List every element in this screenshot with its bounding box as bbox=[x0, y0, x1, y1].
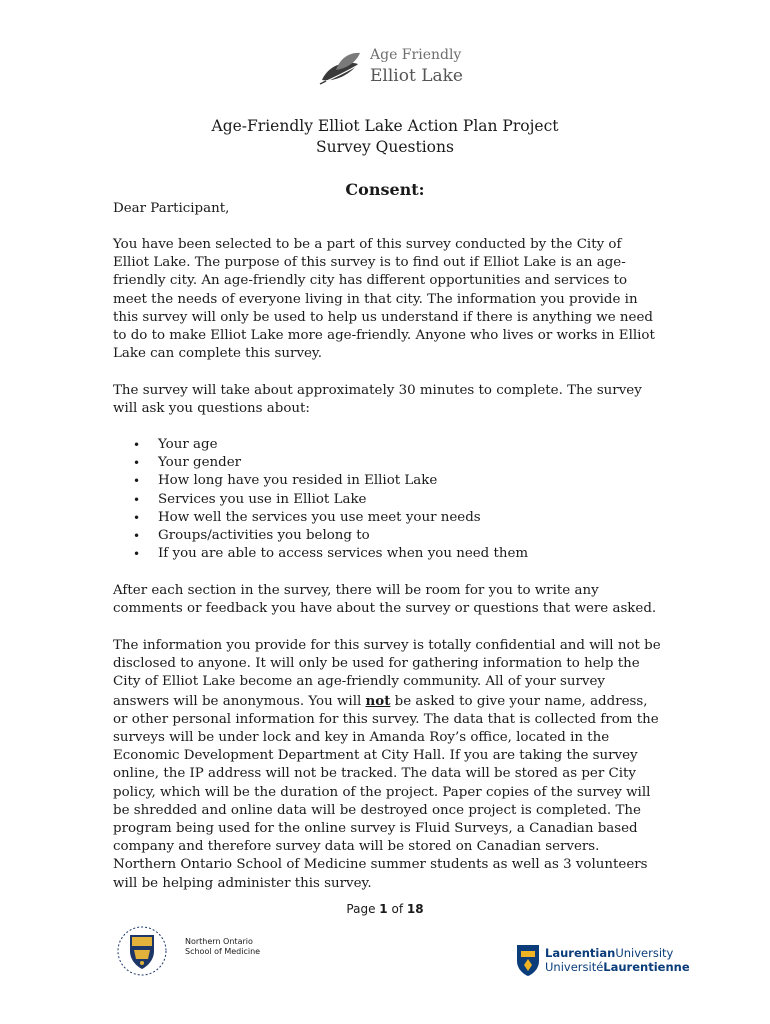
salutation: Dear Participant, bbox=[113, 201, 230, 216]
laurentian-name bbox=[545, 946, 690, 974]
survey-topics-list bbox=[113, 436, 528, 563]
leaf-icon bbox=[318, 50, 368, 88]
nosm-name bbox=[185, 937, 260, 957]
document-subtitle: Survey Questions bbox=[316, 138, 454, 156]
nosm-line-1: Northern Ontario bbox=[185, 937, 253, 946]
page-current: 1 bbox=[379, 902, 388, 916]
paragraph-feedback: After each section in the survey, there will be room for you to write any comments or feedback you have about the survey or questions that were asked. bbox=[113, 583, 657, 617]
age-friendly-logo bbox=[318, 44, 463, 94]
laurentian-bold-2: Laurentienne bbox=[603, 960, 690, 974]
list-item: • How well the services you use meet your needs bbox=[113, 509, 528, 527]
logo-line-1: Age Friendly bbox=[370, 47, 462, 63]
logo-line-2: Elliot Lake bbox=[370, 66, 463, 86]
nosm-line-2: School of Medicine bbox=[185, 947, 261, 956]
list-item: • Services you use in Elliot Lake bbox=[113, 491, 528, 509]
confidentiality-text-start: The information you provide for this survey is totally confidential and will not be disclosed to anyone. It will only be used for gathering information to help the City of Elliot Lake become an age-friendly community. All of your survey answers will be anonymous. You will bbox=[113, 638, 661, 709]
laurentian-pre-2: Université bbox=[545, 960, 604, 974]
list-item: • Your gender bbox=[113, 454, 528, 472]
list-item: • Groups/activities you belong to bbox=[113, 527, 528, 545]
laurentian-line-1 bbox=[545, 946, 690, 960]
laurentian-rest-1: University bbox=[615, 946, 674, 960]
page-of: of bbox=[387, 902, 407, 916]
laurentian-bold-1: Laurentian bbox=[545, 946, 616, 960]
laurentian-line-2 bbox=[545, 960, 690, 974]
paragraph-duration: The survey will take about approximately 30 minutes to complete. The survey will ask you questions about: bbox=[113, 383, 642, 417]
emphasis-not: not bbox=[365, 692, 391, 709]
paragraph-intro: You have been selected to be a part of this survey conducted by the City of Elliot Lake. The purpose of this survey is to find out if Elliot Lake is an age-friendly city. An age-friendly city has different opportunities and services to meet the needs of everyone living in that city. The information you provide in this survey will only be used to help us understand if there is anything we need to do to make Elliot Lake more age-friendly. Anyone who lives or works in Elliot Lake can complete this survey. bbox=[113, 237, 655, 362]
list-item: • How long have you resided in Elliot Lake bbox=[113, 472, 528, 490]
nosm-logo bbox=[110, 925, 270, 977]
list-item: • If you are able to access services when you need them bbox=[113, 545, 528, 563]
document-title: Age-Friendly Elliot Lake Action Plan Project bbox=[211, 117, 559, 135]
consent-heading: Consent: bbox=[345, 180, 425, 199]
laurentian-logo bbox=[515, 943, 690, 979]
laurentian-shield-icon bbox=[515, 943, 541, 977]
paragraph-confidentiality bbox=[113, 637, 661, 893]
list-item: • Your age bbox=[113, 436, 528, 454]
page-number bbox=[0, 902, 770, 916]
nosm-seal-icon bbox=[110, 925, 180, 977]
confidentiality-text-end: be asked to give your name, address, or other personal information for this survey. The data that is collected from the surveys will be under lock and key in Amanda Roy’s office, located in the Economic Development Department at City Hall. If you are taking the survey online, the IP address will not be tracked. The data will be stored as per City policy, which will be the duration of the project. Paper copies of the survey will be shredded and online data will be destroyed once project is completed. The program being used for the online survey is Fluid Surveys, a Canadian based company and therefore survey data will be stored on Canadian servers. Northern Ontario School of Medicine summer students as well as 3 volunteers will be helping administer this survey. bbox=[113, 693, 659, 891]
page-label: Page bbox=[346, 902, 380, 916]
page-total: 18 bbox=[406, 902, 424, 916]
